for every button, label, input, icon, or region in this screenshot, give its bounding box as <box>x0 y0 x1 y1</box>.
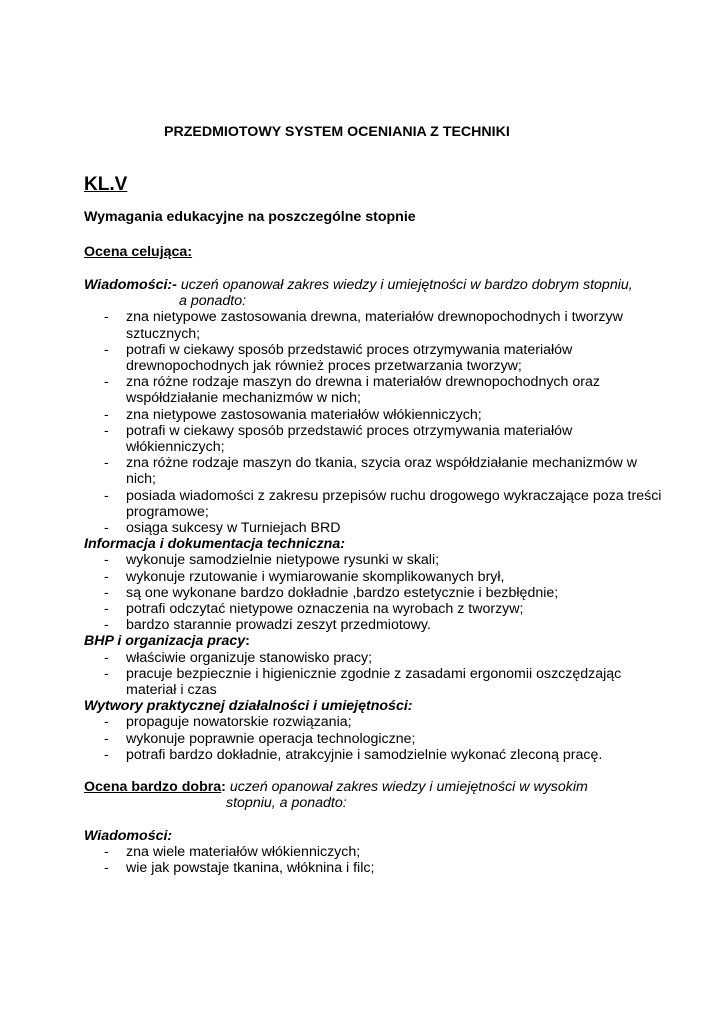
list-item: - potrafi bardzo dokładnie, atrakcyjnie i samodzielnie wykonać zleconą pracę. <box>84 747 664 763</box>
list-item: - zna różne rodzaje maszyn do drewna i materiałów drewnopochodnych oraz współdziałanie mechanizmów w nich; <box>84 374 664 406</box>
list-item: - potrafi odczytać nietypowe oznaczenia na wyrobach z tworzyw; <box>84 601 664 617</box>
list-item: - wykonuje poprawnie operacja technologiczne; <box>84 731 664 747</box>
grade-very-good-intro-text: uczeń opanował zakres wiedzy i umiejętności w wysokim <box>225 779 588 796</box>
spacer <box>84 812 664 828</box>
bhp-heading <box>84 633 664 649</box>
list-item: - bardzo starannie prowadzi zeszyt przedmiotowy. <box>84 617 664 633</box>
spacer <box>84 763 664 779</box>
info-list <box>84 552 664 633</box>
products-list <box>84 714 664 763</box>
list-item: - są one wykonane bardzo dokładnie ,bardzo estetycznie i bezbłędnie; <box>84 585 664 601</box>
bhp-label: BHP i organizacja pracy <box>84 633 246 650</box>
knowledge-label: Wiadomości:- <box>84 277 177 293</box>
info-heading: Informacja i dokumentacja techniczna: <box>84 536 345 553</box>
list-item: - zna nietypowe zastosowania drewna, materiałów drewnopochodnych i tworzyw sztucznych; <box>84 309 664 341</box>
page-title: PRZEDMIOTOWY SYSTEM OCENIANIA Z TECHNIKI <box>164 124 510 140</box>
requirements-heading: Wymagania edukacyjne na poszczególne stopnie <box>84 209 416 225</box>
very-good-knowledge-heading: Wiadomości: <box>84 827 173 844</box>
knowledge-list <box>84 309 664 536</box>
grade-very-good-heading: Ocena bardzo dobra <box>84 779 222 796</box>
grade-very-good-intro <box>84 779 664 795</box>
grade-excellent-heading: Ocena celująca: <box>84 244 193 260</box>
list-item: - propaguje nowatorskie rozwiązania; <box>84 714 664 730</box>
list-item: - właściwie organizuje stanowisko pracy; <box>84 650 664 666</box>
list-item: - osiąga sukcesy w Turniejach BRD <box>84 520 664 536</box>
list-item: - zna nietypowe zastosowania materiałów włókienniczych; <box>84 407 664 423</box>
knowledge-intro <box>84 277 664 293</box>
grade-very-good-intro-cont: stopniu, a ponadto: <box>226 795 347 812</box>
knowledge-intro-cont: a ponadto: <box>179 293 247 310</box>
list-item: - zna wiele materiałów włókienniczych; <box>84 844 664 860</box>
list-item: - wykonuje rzutowanie i wymiarowanie skomplikowanych brył, <box>84 569 664 585</box>
grade-very-good-colon: : <box>221 779 226 796</box>
list-item: - wykonuje samodzielnie nietypowe rysunki w skali; <box>84 552 664 568</box>
list-item: - zna różne rodzaje maszyn do tkania, szycia oraz współdziałanie mechanizmów w nich; <box>84 455 664 487</box>
list-item: - potrafi w ciekawy sposób przedstawić proces otrzymywania materiałów drewnopochodnych jak również proces przetwarzania tworzyw; <box>84 342 664 374</box>
class-heading: KL.V <box>84 174 128 195</box>
knowledge-intro-text: uczeń opanował zakres wiedzy i umiejętności w bardzo dobrym stopniu, <box>176 277 633 293</box>
list-item: - pracuje bezpiecznie i higienicznie zgodnie z zasadami ergonomii oszczędzając materiał i czas <box>84 666 664 698</box>
list-item: - wie jak powstaje tkanina, włóknina i filc; <box>84 860 664 876</box>
very-good-knowledge-list <box>84 844 664 876</box>
list-item: - posiada wiadomości z zakresu przepisów ruchu drogowego wykraczające poza treści programowe; <box>84 488 664 520</box>
grade-excellent-section <box>84 277 664 876</box>
bhp-list <box>84 650 664 699</box>
products-heading: Wytwory praktycznej działalności i umiejętności: <box>84 698 413 715</box>
list-item: - potrafi w ciekawy sposób przedstawić proces otrzymywania materiałów włókienniczych; <box>84 423 664 455</box>
bhp-colon: : <box>245 633 250 650</box>
